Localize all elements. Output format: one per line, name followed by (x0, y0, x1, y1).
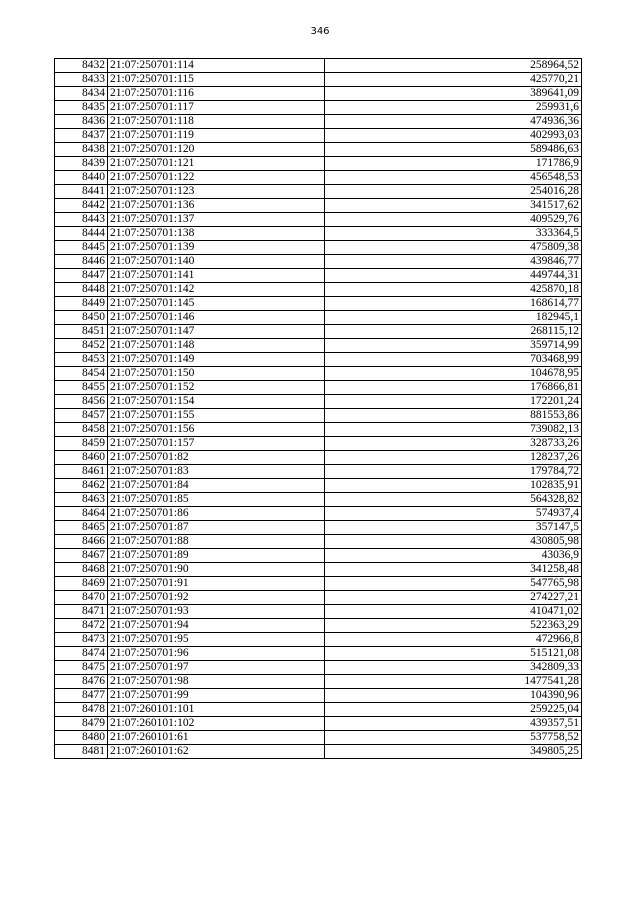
value-cell: 128237,26 (325, 451, 582, 465)
cadastral-number-cell: 21:07:250701:149 (108, 353, 325, 367)
row-number-cell: 8434 (55, 87, 108, 101)
table-row (55, 605, 582, 619)
table-row (55, 129, 582, 143)
row-number-cell: 8433 (55, 73, 108, 87)
table-row (55, 199, 582, 213)
row-number-cell: 8444 (55, 227, 108, 241)
table-row (55, 171, 582, 185)
table-row (55, 269, 582, 283)
cadastral-number-cell: 21:07:250701:122 (108, 171, 325, 185)
table-row (55, 213, 582, 227)
table-row (55, 591, 582, 605)
row-number-cell: 8465 (55, 521, 108, 535)
page-number: 346 (310, 26, 330, 37)
cadastral-number-cell: 21:07:250701:154 (108, 395, 325, 409)
value-cell: 254016,28 (325, 185, 582, 199)
value-cell: 439846,77 (325, 255, 582, 269)
cadastral-number-cell: 21:07:260101:102 (108, 717, 325, 731)
value-cell: 449744,31 (325, 269, 582, 283)
value-cell: 104678,95 (325, 367, 582, 381)
value-cell: 349805,25 (325, 745, 582, 759)
row-number-cell: 8468 (55, 563, 108, 577)
row-number-cell: 8463 (55, 493, 108, 507)
value-cell: 258964,52 (325, 59, 582, 73)
table-row (55, 73, 582, 87)
table-row (55, 395, 582, 409)
cadastral-number-cell: 21:07:250701:82 (108, 451, 325, 465)
value-cell: 259225,04 (325, 703, 582, 717)
row-number-cell: 8460 (55, 451, 108, 465)
cadastral-number-cell: 21:07:250701:84 (108, 479, 325, 493)
row-number-cell: 8451 (55, 325, 108, 339)
row-number-cell: 8473 (55, 633, 108, 647)
table-row (55, 325, 582, 339)
value-cell: 439357,51 (325, 717, 582, 731)
value-cell: 739082,13 (325, 423, 582, 437)
cadastral-number-cell: 21:07:250701:114 (108, 59, 325, 73)
table-row (55, 689, 582, 703)
value-cell: 259931,6 (325, 101, 582, 115)
table-row (55, 115, 582, 129)
table-row (55, 59, 582, 73)
row-number-cell: 8436 (55, 115, 108, 129)
cadastral-number-cell: 21:07:250701:150 (108, 367, 325, 381)
table-row (55, 745, 582, 759)
row-number-cell: 8437 (55, 129, 108, 143)
cadastral-number-cell: 21:07:250701:139 (108, 241, 325, 255)
cadastral-number-cell: 21:07:250701:89 (108, 549, 325, 563)
table-row (55, 185, 582, 199)
row-number-cell: 8442 (55, 199, 108, 213)
cadastral-number-cell: 21:07:250701:156 (108, 423, 325, 437)
value-cell: 43036,9 (325, 549, 582, 563)
value-cell: 102835,91 (325, 479, 582, 493)
value-cell: 104390,96 (325, 689, 582, 703)
table-row (55, 563, 582, 577)
row-number-cell: 8454 (55, 367, 108, 381)
value-cell: 341258,48 (325, 563, 582, 577)
table-row (55, 227, 582, 241)
cadastral-number-cell: 21:07:260101:101 (108, 703, 325, 717)
table-row (55, 521, 582, 535)
table-row (55, 409, 582, 423)
value-cell: 182945,1 (325, 311, 582, 325)
row-number-cell: 8476 (55, 675, 108, 689)
table-row (55, 143, 582, 157)
table-row (55, 255, 582, 269)
table-row (55, 87, 582, 101)
table-row (55, 675, 582, 689)
row-number-cell: 8440 (55, 171, 108, 185)
cadastral-number-cell: 21:07:250701:146 (108, 311, 325, 325)
cadastral-number-cell: 21:07:250701:96 (108, 647, 325, 661)
value-cell: 402993,03 (325, 129, 582, 143)
value-cell: 410471,02 (325, 605, 582, 619)
row-number-cell: 8466 (55, 535, 108, 549)
cadastral-number-cell: 21:07:250701:117 (108, 101, 325, 115)
table-row (55, 507, 582, 521)
table-row (55, 465, 582, 479)
row-number-cell: 8479 (55, 717, 108, 731)
value-cell: 1477541,28 (325, 675, 582, 689)
row-number-cell: 8446 (55, 255, 108, 269)
cadastral-number-cell: 21:07:260101:61 (108, 731, 325, 745)
table-row (55, 577, 582, 591)
table-row (55, 647, 582, 661)
value-cell: 172201,24 (325, 395, 582, 409)
value-cell: 357147,5 (325, 521, 582, 535)
value-cell: 515121,08 (325, 647, 582, 661)
cadastral-number-cell: 21:07:250701:118 (108, 115, 325, 129)
value-cell: 574937,4 (325, 507, 582, 521)
table-row (55, 535, 582, 549)
value-cell: 537758,52 (325, 731, 582, 745)
row-number-cell: 8478 (55, 703, 108, 717)
table-row (55, 717, 582, 731)
value-cell: 333364,5 (325, 227, 582, 241)
table-row (55, 661, 582, 675)
table-row (55, 283, 582, 297)
cadastral-number-cell: 21:07:250701:136 (108, 199, 325, 213)
value-cell: 341517,62 (325, 199, 582, 213)
value-cell: 268115,12 (325, 325, 582, 339)
table-row (55, 241, 582, 255)
cadastral-number-cell: 21:07:250701:138 (108, 227, 325, 241)
value-cell: 359714,99 (325, 339, 582, 353)
table-row (55, 367, 582, 381)
table-row (55, 339, 582, 353)
table-row (55, 423, 582, 437)
table-row (55, 633, 582, 647)
cadastral-number-cell: 21:07:250701:93 (108, 605, 325, 619)
row-number-cell: 8467 (55, 549, 108, 563)
row-number-cell: 8438 (55, 143, 108, 157)
table-row (55, 451, 582, 465)
row-number-cell: 8464 (55, 507, 108, 521)
row-number-cell: 8469 (55, 577, 108, 591)
value-cell: 703468,99 (325, 353, 582, 367)
cadastral-number-cell: 21:07:250701:90 (108, 563, 325, 577)
cadastral-number-cell: 21:07:250701:141 (108, 269, 325, 283)
row-number-cell: 8474 (55, 647, 108, 661)
row-number-cell: 8435 (55, 101, 108, 115)
row-number-cell: 8441 (55, 185, 108, 199)
cadastral-number-cell: 21:07:250701:95 (108, 633, 325, 647)
cadastral-number-cell: 21:07:250701:145 (108, 297, 325, 311)
cadastral-number-cell: 21:07:250701:88 (108, 535, 325, 549)
cadastral-number-cell: 21:07:250701:157 (108, 437, 325, 451)
cadastral-number-cell: 21:07:250701:147 (108, 325, 325, 339)
value-cell: 409529,76 (325, 213, 582, 227)
table-row (55, 619, 582, 633)
value-cell: 389641,09 (325, 87, 582, 101)
value-cell: 564328,82 (325, 493, 582, 507)
value-cell: 522363,29 (325, 619, 582, 633)
table-row (55, 479, 582, 493)
row-number-cell: 8461 (55, 465, 108, 479)
cadastral-number-cell: 21:07:250701:116 (108, 87, 325, 101)
row-number-cell: 8445 (55, 241, 108, 255)
cadastral-number-cell: 21:07:250701:142 (108, 283, 325, 297)
cadastral-number-cell: 21:07:250701:123 (108, 185, 325, 199)
cadastral-number-cell: 21:07:250701:115 (108, 73, 325, 87)
row-number-cell: 8443 (55, 213, 108, 227)
cadastral-number-cell: 21:07:250701:119 (108, 129, 325, 143)
row-number-cell: 8452 (55, 339, 108, 353)
cadastral-number-cell: 21:07:250701:140 (108, 255, 325, 269)
row-number-cell: 8449 (55, 297, 108, 311)
row-number-cell: 8459 (55, 437, 108, 451)
cadastral-number-cell: 21:07:250701:91 (108, 577, 325, 591)
table-row (55, 703, 582, 717)
value-cell: 430805,98 (325, 535, 582, 549)
row-number-cell: 8450 (55, 311, 108, 325)
table-row (55, 437, 582, 451)
cadastral-number-cell: 21:07:250701:83 (108, 465, 325, 479)
table-row (55, 101, 582, 115)
row-number-cell: 8470 (55, 591, 108, 605)
row-number-cell: 8480 (55, 731, 108, 745)
table-row (55, 311, 582, 325)
row-number-cell: 8475 (55, 661, 108, 675)
row-number-cell: 8439 (55, 157, 108, 171)
value-cell: 342809,33 (325, 661, 582, 675)
value-cell: 474936,36 (325, 115, 582, 129)
cadastral-number-cell: 21:07:250701:155 (108, 409, 325, 423)
table-row (55, 157, 582, 171)
row-number-cell: 8462 (55, 479, 108, 493)
table-row (55, 493, 582, 507)
table-row (55, 381, 582, 395)
cadastral-number-cell: 21:07:250701:86 (108, 507, 325, 521)
row-number-cell: 8448 (55, 283, 108, 297)
value-cell: 589486,63 (325, 143, 582, 157)
cadastral-number-cell: 21:07:250701:120 (108, 143, 325, 157)
row-number-cell: 8456 (55, 395, 108, 409)
table-row (55, 549, 582, 563)
value-cell: 176866,81 (325, 381, 582, 395)
cadastral-number-cell: 21:07:250701:152 (108, 381, 325, 395)
value-cell: 475809,38 (325, 241, 582, 255)
table-row (55, 297, 582, 311)
value-cell: 179784,72 (325, 465, 582, 479)
value-cell: 472966,8 (325, 633, 582, 647)
value-cell: 425770,21 (325, 73, 582, 87)
cadastral-number-cell: 21:07:250701:94 (108, 619, 325, 633)
value-cell: 171786,9 (325, 157, 582, 171)
cadastral-number-cell: 21:07:250701:121 (108, 157, 325, 171)
cadastral-number-cell: 21:07:250701:97 (108, 661, 325, 675)
cadastral-number-cell: 21:07:250701:92 (108, 591, 325, 605)
row-number-cell: 8472 (55, 619, 108, 633)
cadastral-number-cell: 21:07:250701:85 (108, 493, 325, 507)
table-row (55, 731, 582, 745)
row-number-cell: 8453 (55, 353, 108, 367)
row-number-cell: 8432 (55, 59, 108, 73)
cadastral-number-cell: 21:07:250701:99 (108, 689, 325, 703)
row-number-cell: 8447 (55, 269, 108, 283)
table-body (55, 59, 582, 759)
row-number-cell: 8471 (55, 605, 108, 619)
value-cell: 547765,98 (325, 577, 582, 591)
cadastral-number-cell: 21:07:250701:148 (108, 339, 325, 353)
value-cell: 168614,77 (325, 297, 582, 311)
value-cell: 881553,86 (325, 409, 582, 423)
table-row (55, 353, 582, 367)
cadastral-number-cell: 21:07:250701:87 (108, 521, 325, 535)
row-number-cell: 8458 (55, 423, 108, 437)
cadastral-number-cell: 21:07:260101:62 (108, 745, 325, 759)
row-number-cell: 8457 (55, 409, 108, 423)
value-cell: 328733,26 (325, 437, 582, 451)
value-cell: 274227,21 (325, 591, 582, 605)
value-cell: 425870,18 (325, 283, 582, 297)
cadastral-number-cell: 21:07:250701:98 (108, 675, 325, 689)
value-cell: 456548,53 (325, 171, 582, 185)
row-number-cell: 8455 (55, 381, 108, 395)
data-table (54, 58, 582, 759)
cadastral-number-cell: 21:07:250701:137 (108, 213, 325, 227)
row-number-cell: 8481 (55, 745, 108, 759)
row-number-cell: 8477 (55, 689, 108, 703)
